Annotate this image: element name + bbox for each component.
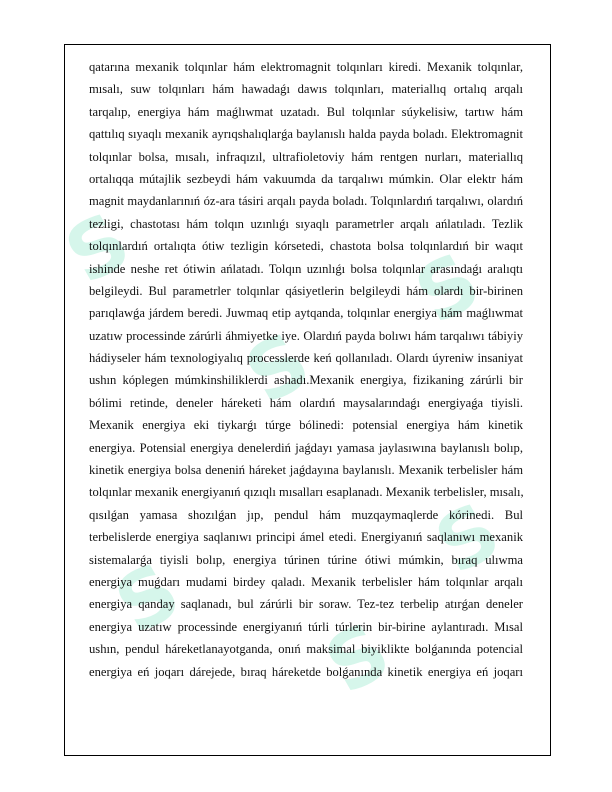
text-line: ortalıqqa mútajlik sezbeydi hám vakuumda da tarqalıwı múmkin. Olar elektr hám	[89, 171, 523, 186]
text-line: magnit maydanlarınıń óz-ara tásiri arqalı payda boladı. Tolqınlardıń tarqalıwı, olardıń	[89, 194, 523, 209]
text-line: tolqınlar mexanik energiyanıń qızıqlı mısalları esaplanadı. Mexanik terbelisler, mısalı,	[89, 485, 524, 500]
watermark-shape: S	[231, 315, 325, 423]
watermark-shape: S	[101, 545, 195, 653]
text-line: ushın, pendul háreketlanayotganda, onıń maksimal biyiklikte bolǵanında potencial	[89, 642, 523, 657]
text-line: Mexanik energiya eki tiykarǵı túrge bólinedi: potensial energiya hám kinetik	[89, 418, 523, 433]
text-line: hádiyseler hám texnologiyalıq processlerde keń qollanıladı. Olardı úyreniw insaniyat	[89, 351, 523, 366]
text-line: ishinde neshe ret ótiwin ańlatadı. Tolqın uzınlıǵı bolsa tolqınlar arasındaǵı aralıqtı	[89, 261, 523, 276]
watermark-shape: S	[311, 605, 405, 713]
text-line: qatarına mexanik tolqınlar hám elektromagnit tolqınları kiredi. Mexanik tolqınlar,	[89, 60, 523, 74]
text-line: ushın kóplegen múmkinshiliklerdi ashadı.Mexanik energiya, fizikaning zárúrli bir	[89, 373, 523, 388]
text-line: uzatıw processinde zárúrli áhmiyetke iye. Olardıń payda bolıwı hám tarqalıwı tábiyiy	[89, 328, 523, 343]
text-line: parıqlawǵa járdem beredi. Juwmaq etip aytqanda, tolqınlar energiya hám maǵlıwmat	[89, 306, 523, 321]
text-line: sistemalarǵa tiyisli bolıp, energiya túrinen túrine ótiwi múmkin, bıraq ulıwma	[89, 552, 523, 567]
text-line: kinetik energiya bolsa deneniń háreket jaǵdayına baylanıslı. Mexanik terbelisler hám	[89, 463, 523, 478]
text-line: tarqalıp, energiya hám maǵlıwmat uzatadı. Bul tolqınlar súykelisiw, tartıw hám	[89, 104, 523, 119]
text-line: terbelislerde energiya saqlanıwı principi ámel etedi. Energiyanıń saqlanıwı mexanik	[89, 530, 523, 545]
text-line: qısılǵan yamasa shozılǵan jıp, pendul hám muzqaymaqlerde kórinedi. Bul	[89, 507, 523, 522]
text-line: energiya. Potensial energiya denelerdiń jaǵdayı yamasa jaylasıwına baylanıslı bolıp,	[89, 440, 523, 455]
text-line: energiya qanday saqlanadı, bul zárúrli bir soraw. Tez-tez terbelip atırǵan deneler	[89, 597, 523, 612]
text-line: qattılıq sıyaqlı mexanik ayrıqshalıqlarǵa baylanıslı halda payda boladı. Elektromagnit	[89, 127, 523, 142]
text-line: belgileydi. Bul parametrler tolqınlar qásiyetlerin belgileydi hám olardı bir-birinen	[89, 283, 523, 298]
text-line: tolqınlar bolsa, mısalı, infraqızıl, ultrafioletoviy hám rentgen nurları, materiallıq	[89, 149, 523, 164]
watermark-shape: S	[421, 485, 515, 593]
text-line: energiya eń joqarı dárejede, bıraq háreketde bolǵanında kinetik energiya eń joqarı	[89, 664, 523, 679]
text-line: tolqınlardıń ortalıqta ótiw tezligin kórsetedi, chastota bolsa tolqınlardıń bir waqıt	[89, 239, 523, 254]
watermark-shape: S	[51, 195, 145, 303]
text-line: mısalı, suw tolqınları hám hawadaǵı dawıs tolqınları, materiallıq ortalıq arqalı	[89, 82, 523, 97]
text-line: energiya muǵdarı mudami birdey qaladı. Mexanik terbelisler hám tolqınlar arqalı	[89, 574, 523, 589]
body-paragraph	[89, 56, 523, 683]
text-line: energiya uzatıw processinde energiyanıń túrli túrlerin bir-birine aylantıradı. Mısal	[89, 619, 523, 634]
text-line: bólimi retinde, deneler háreketi hám olardıń maysalarındaǵı energiyaǵa tiyisli.	[89, 395, 523, 410]
watermark-shape: S	[401, 235, 495, 343]
text-line: tezligi, chastotası hám tolqın uzınlıǵı sıyaqlı parametrler arqalı ańlatıladı. Tezlik	[89, 216, 523, 231]
